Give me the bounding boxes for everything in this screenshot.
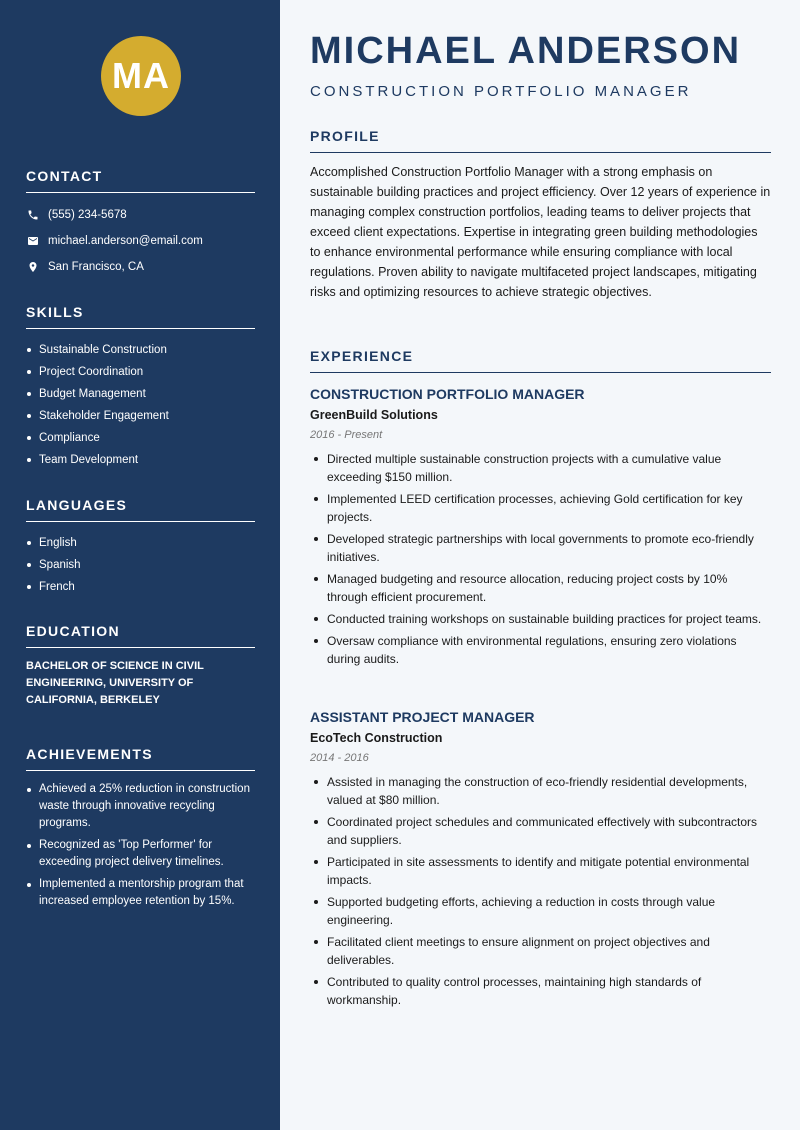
job-bullets <box>310 450 771 668</box>
list-item: Developed strategic partnerships with local governments to promote eco-friendly initiatives. <box>310 530 771 566</box>
list-item: Oversaw compliance with environmental regulations, ensuring zero violations during audits. <box>310 632 771 668</box>
list-item: Conducted training workshops on sustainable building practices for project teams. <box>310 610 771 628</box>
phone-icon <box>26 209 39 222</box>
contact-phone-text: (555) 234-5678 <box>48 209 127 221</box>
list-item: Supported budgeting efforts, achieving a reduction in costs through value engineering. <box>310 893 771 929</box>
profile-text: Accomplished Construction Portfolio Manager with a strong emphasis on sustainable building practices and project efficiency. Over 12 years of experience in managing complex construction portfolios, leading teams to deliver projects that exceed client expectations. Expertise in integrating green building methodologies to enhance environmental performance while ensuring compliance with local regulations. Proven ability to navigate multifaceted project landscapes, mitigating risks and optimizing resources to achieve strategic objectives. <box>310 165 771 299</box>
list-item: Sustainable Construction <box>26 339 255 361</box>
skills-heading: SKILLS <box>26 304 255 329</box>
job-company: GreenBuild Solutions <box>310 408 438 422</box>
contact-heading: CONTACT <box>26 168 255 193</box>
job-role: CONSTRUCTION PORTFOLIO MANAGER <box>310 386 585 402</box>
list-item: Stakeholder Engagement <box>26 405 255 427</box>
languages-section <box>26 497 255 598</box>
contact-phone <box>26 202 255 228</box>
profile-heading: PROFILE <box>310 128 771 153</box>
job-dates: 2014 - 2016 <box>310 752 369 764</box>
contact-email <box>26 228 255 254</box>
list-item: Implemented a mentorship program that increased employee retention by 15%. <box>26 876 255 910</box>
email-icon <box>26 235 39 248</box>
contact-location <box>26 254 255 280</box>
list-item: Managed budgeting and resource allocation, reducing project costs by 10% through efficient procurement. <box>310 570 771 606</box>
list-item: Project Coordination <box>26 361 255 383</box>
job-dates: 2016 - Present <box>310 429 383 441</box>
job-entry <box>310 386 771 672</box>
languages-heading: LANGUAGES <box>26 497 255 522</box>
sidebar <box>0 0 280 1130</box>
location-pin-icon <box>26 261 39 274</box>
job-role: ASSISTANT PROJECT MANAGER <box>310 709 535 725</box>
list-item: Assisted in managing the construction of eco-friendly residential developments, valued at $80 million. <box>310 773 771 809</box>
list-item: Facilitated client meetings to ensure alignment on project objectives and deliverables. <box>310 933 771 969</box>
list-item: Compliance <box>26 427 255 449</box>
avatar: MA <box>101 36 181 116</box>
list-item: Implemented LEED certification processes, achieving Gold certification for key projects. <box>310 490 771 526</box>
candidate-name: MICHAEL ANDERSON <box>310 30 742 72</box>
education-degree: BACHELOR OF SCIENCE IN CIVIL ENGINEERING, UNIVERSITY OF CALIFORNIA, BERKELEY <box>26 660 204 706</box>
contact-section <box>26 168 255 280</box>
list-item: Achieved a 25% reduction in construction waste through innovative recycling programs. <box>26 781 255 832</box>
list-item: Coordinated project schedules and communicated effectively with subcontractors and suppliers. <box>310 813 771 849</box>
job-bullets <box>310 773 771 1009</box>
candidate-title: CONSTRUCTION PORTFOLIO MANAGER <box>310 83 692 100</box>
list-item: Spanish <box>26 554 255 576</box>
list-item: Budget Management <box>26 383 255 405</box>
list-item: Contributed to quality control processes, maintaining high standards of workmanship. <box>310 973 771 1009</box>
list-item: Participated in site assessments to identify and mitigate potential environmental impacts. <box>310 853 771 889</box>
profile-section <box>310 128 771 302</box>
education-section <box>26 623 255 709</box>
list-item: French <box>26 576 255 598</box>
contact-email-text: michael.anderson@email.com <box>48 235 203 247</box>
job-entry <box>310 709 771 1013</box>
list-item: Team Development <box>26 449 255 471</box>
achievements-heading: ACHIEVEMENTS <box>26 746 255 771</box>
skills-list <box>26 339 255 471</box>
experience-heading: EXPERIENCE <box>310 348 771 373</box>
list-item: Recognized as 'Top Performer' for exceeding project delivery timelines. <box>26 837 255 871</box>
list-item: Directed multiple sustainable construction projects with a cumulative value exceeding $150 million. <box>310 450 771 486</box>
achievements-list <box>26 781 255 910</box>
list-item: English <box>26 532 255 554</box>
languages-list <box>26 532 255 598</box>
achievements-section <box>26 746 255 915</box>
experience-section <box>310 348 771 373</box>
contact-location-text: San Francisco, CA <box>48 261 144 273</box>
education-heading: EDUCATION <box>26 623 255 648</box>
skills-section <box>26 304 255 471</box>
job-company: EcoTech Construction <box>310 731 443 745</box>
